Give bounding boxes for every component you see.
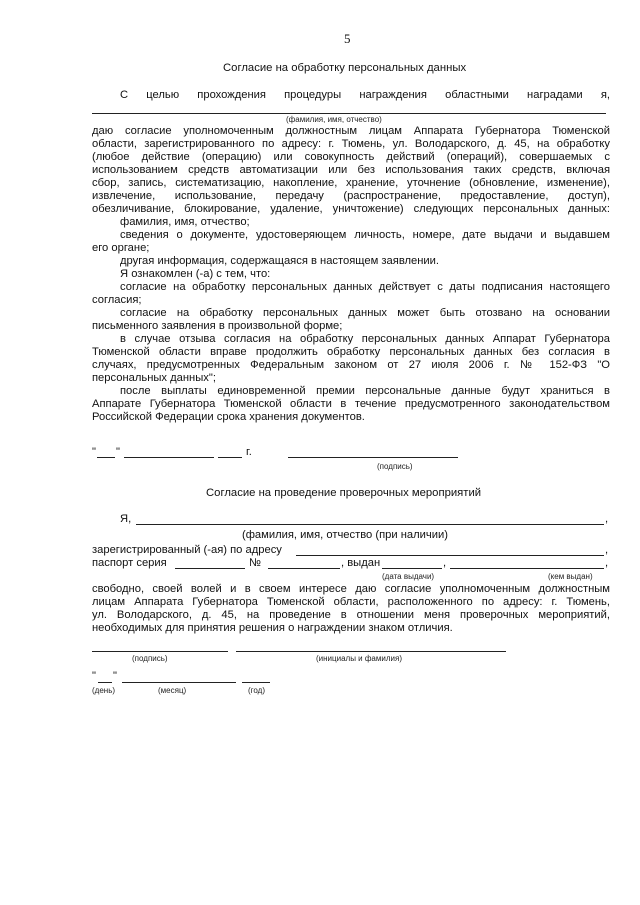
passport-number-field[interactable]: [268, 568, 340, 569]
year-field[interactable]: [242, 682, 270, 683]
para-cont: Аппарате Губернатора Тюменской области в течение предусмотренного законодательством: [92, 398, 610, 410]
body-line: (любое действие (операцию) или совокупность действий (операций), совершаемых с: [92, 151, 610, 163]
signature-field[interactable]: [288, 457, 458, 458]
issued-by-caption: (кем выдан): [548, 572, 593, 581]
intro-word: процедуры: [284, 89, 342, 101]
consent1-intro: [120, 89, 610, 102]
signature-field[interactable]: [92, 651, 228, 652]
para: согласие на обработку персональных данных действует с даты подписания настоящего: [120, 281, 610, 293]
body-line: использованием средств автоматизации или без использования таких средств, включая: [92, 164, 610, 176]
para-cont: Тюменской области вправе продолжить обработку персональных данных без согласия в: [92, 346, 610, 358]
body-line: извлечение, использование, передачу (распространение, предоставление, доступ),: [92, 190, 610, 202]
body-line: даю согласие уполномоченным должностным лицам Аппарата Губернатора Тюменской: [92, 125, 610, 137]
para: согласие на обработку персональных данных может быть отозвано на основании: [120, 307, 610, 319]
date-day-field[interactable]: [97, 457, 115, 458]
comma: ,: [443, 557, 447, 569]
intro-word: целью: [146, 89, 180, 101]
intro-word: награждения: [359, 89, 427, 101]
body-line: обезличивание, блокирование, удаление, уничтожение) следующих персональных данных:: [92, 203, 610, 215]
intro-word: областными: [445, 89, 509, 101]
intro-word: наградами: [527, 89, 583, 101]
fio-field[interactable]: [136, 524, 604, 525]
intro-word: я,: [600, 89, 610, 101]
issue-date-field[interactable]: [382, 568, 442, 569]
para-cont: персональных данных";: [92, 372, 216, 384]
day-field[interactable]: [98, 682, 112, 683]
quote-close: ": [113, 670, 117, 682]
ya-label: Я,: [120, 513, 132, 525]
issued-by-field[interactable]: [450, 568, 604, 569]
para-cont: согласия;: [92, 294, 142, 306]
registered-label: зарегистрированный (-ая) по адресу: [92, 544, 282, 556]
consent2-body: [92, 583, 610, 635]
list-item: другая информация, содержащаяся в настоящем заявлении.: [120, 255, 440, 267]
consent2-title: Согласие на проведение проверочных мероприятий: [206, 487, 482, 499]
para-cont: Российской Федерации срока хранения документов.: [92, 411, 365, 423]
body-line: сбор, запись, систематизацию, накопление, хранение, уточнение (обновление, изменение),: [92, 177, 610, 189]
initials-caption: (инициалы и фамилия): [316, 654, 402, 663]
passport-series-field[interactable]: [175, 568, 245, 569]
para-cont: случаях, предусмотренных Федеральным законом от 27 июля 2006 г. № 152-ФЗ "О: [92, 359, 610, 371]
passport-series-label: паспорт серия: [92, 557, 167, 569]
comma: ,: [605, 513, 609, 525]
body-line: области, зарегистрированного по адресу: г. Тюмень, ул. Володарского, д. 45, на обработку: [92, 138, 610, 150]
date-quote-open: ": [92, 446, 96, 458]
month-caption: (месяц): [158, 686, 187, 695]
issued-label: , выдан: [341, 557, 381, 569]
month-field[interactable]: [122, 682, 236, 683]
body-line: лицам Аппарата Губернатора Тюменской области, расположенного по адресу: г. Тюмень,: [92, 596, 610, 608]
issue-date-caption: (дата выдачи): [382, 572, 435, 581]
comma: ,: [605, 557, 609, 569]
aware-line: Я ознакомлен (-а) с тем, что:: [120, 268, 271, 280]
consent1-body: [92, 125, 610, 424]
body-line: свободно, своей волей и в своем интересе даю согласие уполномоченным должностным: [92, 583, 610, 595]
para-cont: письменного заявления в произвольной форме;: [92, 320, 343, 332]
date-quote-close: ": [116, 446, 120, 458]
quote-open: ": [92, 670, 96, 682]
list-item: фамилия, имя, отчество;: [120, 216, 250, 228]
list-item-cont: его органе;: [92, 242, 150, 254]
date-year-field[interactable]: [218, 457, 242, 458]
fio-line[interactable]: [92, 113, 606, 114]
day-caption: (день): [92, 686, 116, 695]
signature-caption: (подпись): [377, 462, 413, 471]
list-item: сведения о документе, удостоверяющем личность, номере, дате выдачи и выдавшем: [120, 229, 610, 241]
para: в случае отзыва согласия на обработку персональных данных Аппарат Губернатора: [120, 333, 610, 345]
fio-caption: (фамилия, имя, отчество (при наличии): [242, 529, 448, 541]
page-number: 5: [344, 31, 351, 46]
intro-word: прохождения: [197, 89, 266, 101]
comma: ,: [605, 544, 609, 556]
para: после выплаты единовременной премии персональные данные будут храниться в: [120, 385, 610, 397]
number-label: №: [249, 557, 262, 569]
intro-word: С: [120, 89, 129, 101]
fio-caption: (фамилия, имя, отчество): [286, 115, 382, 124]
date-month-field[interactable]: [124, 457, 214, 458]
address-field[interactable]: [296, 555, 604, 556]
signature-caption: (подпись): [132, 654, 168, 663]
year-caption: (год): [248, 686, 266, 695]
year-suffix: г.: [246, 446, 252, 458]
body-line: необходимых для принятия решения о награждении знаком отличия.: [92, 622, 453, 634]
body-line: ул. Володарского, д. 45, на проведение в отношении меня проверочных мероприятий,: [92, 609, 610, 621]
consent1-title: Согласие на обработку персональных данных: [223, 62, 467, 74]
initials-field[interactable]: [236, 651, 506, 652]
